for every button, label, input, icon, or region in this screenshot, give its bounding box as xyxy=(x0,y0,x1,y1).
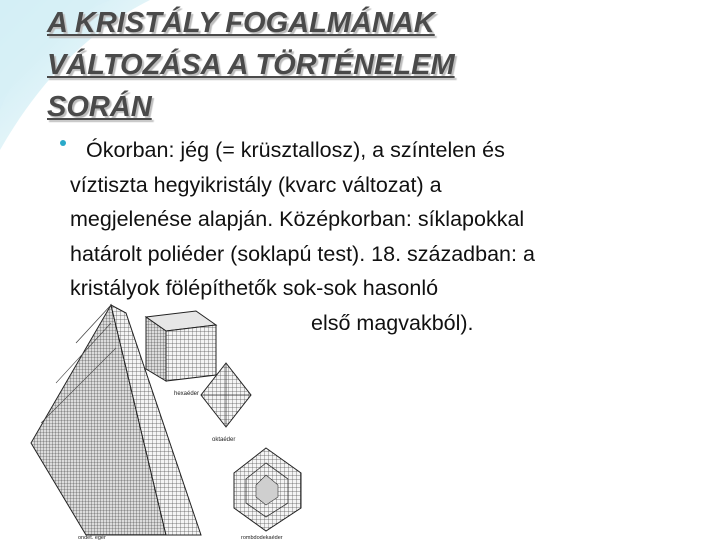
crystal-drawings xyxy=(16,303,308,540)
rhombic-dodecahedron-label: rombdodekaéder xyxy=(241,535,283,540)
title-line-3: SORÁN xyxy=(47,91,152,123)
title-line-2: VÁLTOZÁSA A TÖRTÉNELEM xyxy=(47,49,455,81)
body-line-4: határolt poliéder (soklapú test). 18. században: a xyxy=(70,241,535,266)
bullet-dot-icon xyxy=(60,140,66,146)
cube-drawing xyxy=(146,311,216,397)
hexahedron-label: hexaéder xyxy=(174,391,200,397)
body-line-5: kristályok fölépíthetők sok-sok hasonló xyxy=(70,276,439,300)
crystal-structures-figure xyxy=(16,303,308,540)
slide-title xyxy=(47,2,607,128)
body-line-2: víztiszta hegyikristály (kvarc változat) a xyxy=(70,172,442,197)
rhombic-dodecahedron-drawing xyxy=(234,448,301,540)
body-line-1: Ókorban: jég (= krüsztallosz), a színtelen és xyxy=(86,138,505,162)
title-line-1: A KRISTÁLY FOGALMÁNAK xyxy=(47,7,435,39)
body-line-3: megjelenése alapján. Középkorban: síklapokkal xyxy=(70,207,525,231)
pyramid-label: ondet. egér xyxy=(78,535,106,540)
octahedron-label: oktaéder xyxy=(212,437,236,443)
body-line-6: első magvakból). xyxy=(311,310,474,335)
